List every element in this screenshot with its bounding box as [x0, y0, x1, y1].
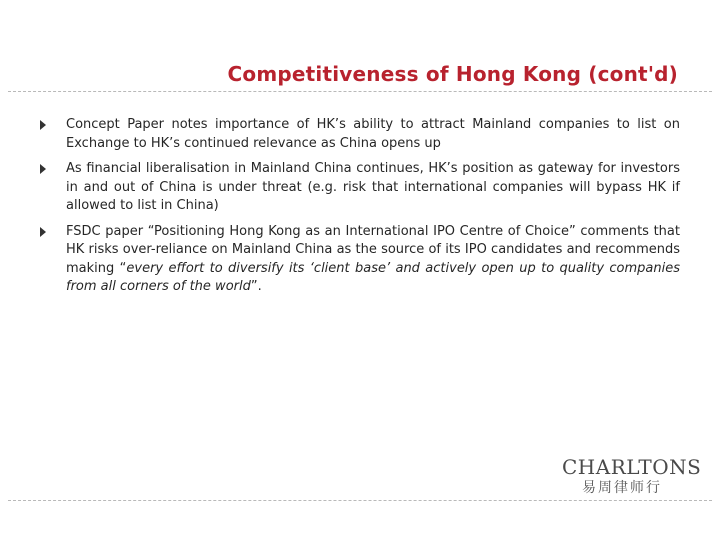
bottom-divider — [8, 500, 712, 501]
bullet-text-quote: every effort to diversify its ‘client base’ and actively open up to quality companies from all corners of the world — [66, 260, 681, 294]
slide-title: Competitiveness of Hong Kong (cont'd) — [227, 62, 678, 86]
logo-name: CHARLTONS — [562, 455, 702, 479]
bullet-text — [66, 223, 680, 297]
bullet-item — [38, 223, 680, 297]
triangle-bullet-icon — [40, 164, 46, 174]
bullet-list — [38, 116, 680, 304]
bullet-text: Concept Paper notes importance of HK’s ability to attract Mainland companies to list on Exchange to HK’s continued relevance as China opens up — [66, 117, 680, 151]
bullet-text-start: FSDC paper “Positioning Hong Kong as an International IPO Centre of Choice” comments that HK risks over-reliance on Mainland China as the source of its IPO candidates and recommends making “ — [66, 223, 680, 276]
bullet-text: As financial liberalisation in Mainland China continues, HK’s position as gateway for investors in and out of China is under threat (e.g. risk that international companies will bypass HK if allowed to list in China) — [66, 161, 680, 213]
triangle-bullet-icon — [40, 227, 46, 237]
bullet-text-end: ”. — [250, 279, 262, 294]
bullet-item — [38, 160, 680, 216]
bullet-item — [38, 116, 680, 153]
triangle-bullet-icon — [40, 120, 46, 130]
charltons-logo — [562, 455, 702, 497]
top-divider — [8, 91, 712, 92]
logo-chinese-name: 易周律师行 — [582, 480, 662, 496]
